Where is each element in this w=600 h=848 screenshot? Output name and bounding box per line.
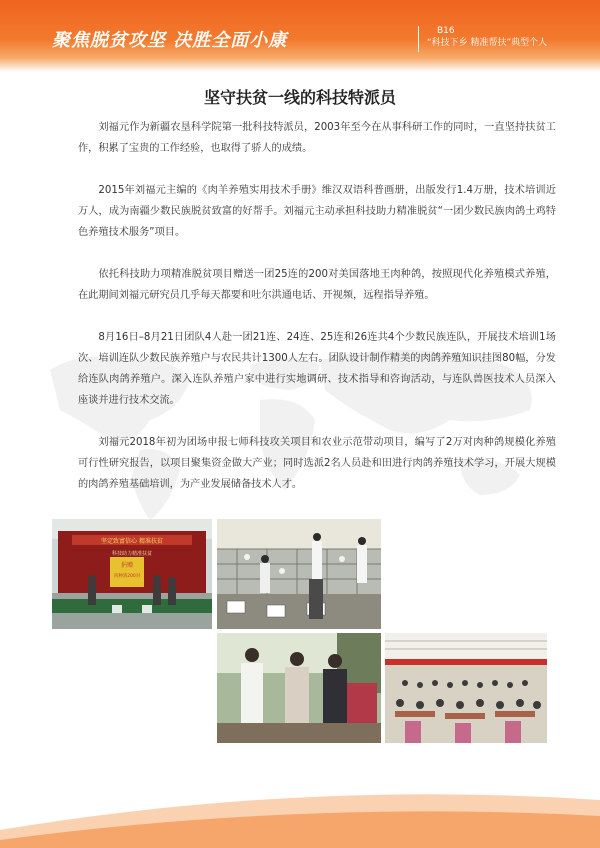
article-paragraph: 8月16日–8月21日团队4人赴一团21连、24连、25连和26连共4个少数民族连队，开展技术培训1场次、培训连队少数民族养殖户与农民共计1300人左右。团队设计制作精美的肉鸽养殖知识挂图80幅，分发给连队肉鸽养殖户。深入连队养殖户家中进行实地调研、技术指导和咨询活动，与连队兽医技术人员深入座谈并进行技术交流。 (78, 332, 556, 406)
article-title: 坚守扶贫一线的科技特派员 (203, 88, 396, 107)
article-body (78, 117, 556, 516)
header-slogan: 聚焦脱贫攻坚 决胜全面小康 (52, 30, 288, 51)
footer-wave-decoration (0, 780, 600, 848)
photo-training-hall (385, 633, 547, 743)
page-number: B16 (437, 26, 455, 36)
photo-pigeon-cages (217, 519, 381, 629)
banner-text: 坚定致富信心 精准扶贫 (101, 538, 163, 545)
page-header (0, 0, 600, 72)
banner-text-2: 科技助力精准扶贫 (111, 551, 153, 557)
photo-donation-ceremony (52, 519, 212, 629)
photo-field-consultation (217, 633, 381, 743)
article-paragraph: 依托科技助力项精准脱贫项目赠送一团25连的200对美国落地王肉种鸽，按照现代化养殖模式养殖，在此期间刘福元研究员几乎每天都要和吐尔洪通电话、开视频，远程指导养殖。 (78, 269, 556, 301)
board-text-2: 肉种鸽200对 (113, 574, 141, 579)
article-paragraph: 刘福元2018年初为团场申报七师科技攻关项目和农业示范带动项目，编写了2万对肉种鸽规模化养殖可行性研究报告，以项目聚集资金做大产业；同时选派2名人员赴和田进行肉鸽养殖技术学习，开展大规模的肉鸽养殖基础培训，为产业发展储备技术人才。 (78, 437, 556, 490)
header-section-block (418, 26, 547, 52)
header-section-title: “科技下乡 精准帮扶”典型个人 (427, 38, 548, 48)
article-paragraph: 2015年刘福元主编的《肉羊养殖实用技术手册》维汉双语科普画册，出版发行1.4万册，技术培训近万人，成为南疆少数民族脱贫致富的好帮手。刘福元主动承担科技助力精准脱贫“一团少数民族肉鸽土鸡特色养殖技术服务”项目。 (78, 185, 556, 238)
board-text: 捐赠 (120, 562, 134, 569)
article-paragraph: 刘福元作为新疆农垦科学院第一批科技特派员，2003年至今在从事科研工作的同时，一直坚持扶贫工作，积累了宝贵的工作经验，也取得了骄人的成绩。 (78, 122, 556, 154)
